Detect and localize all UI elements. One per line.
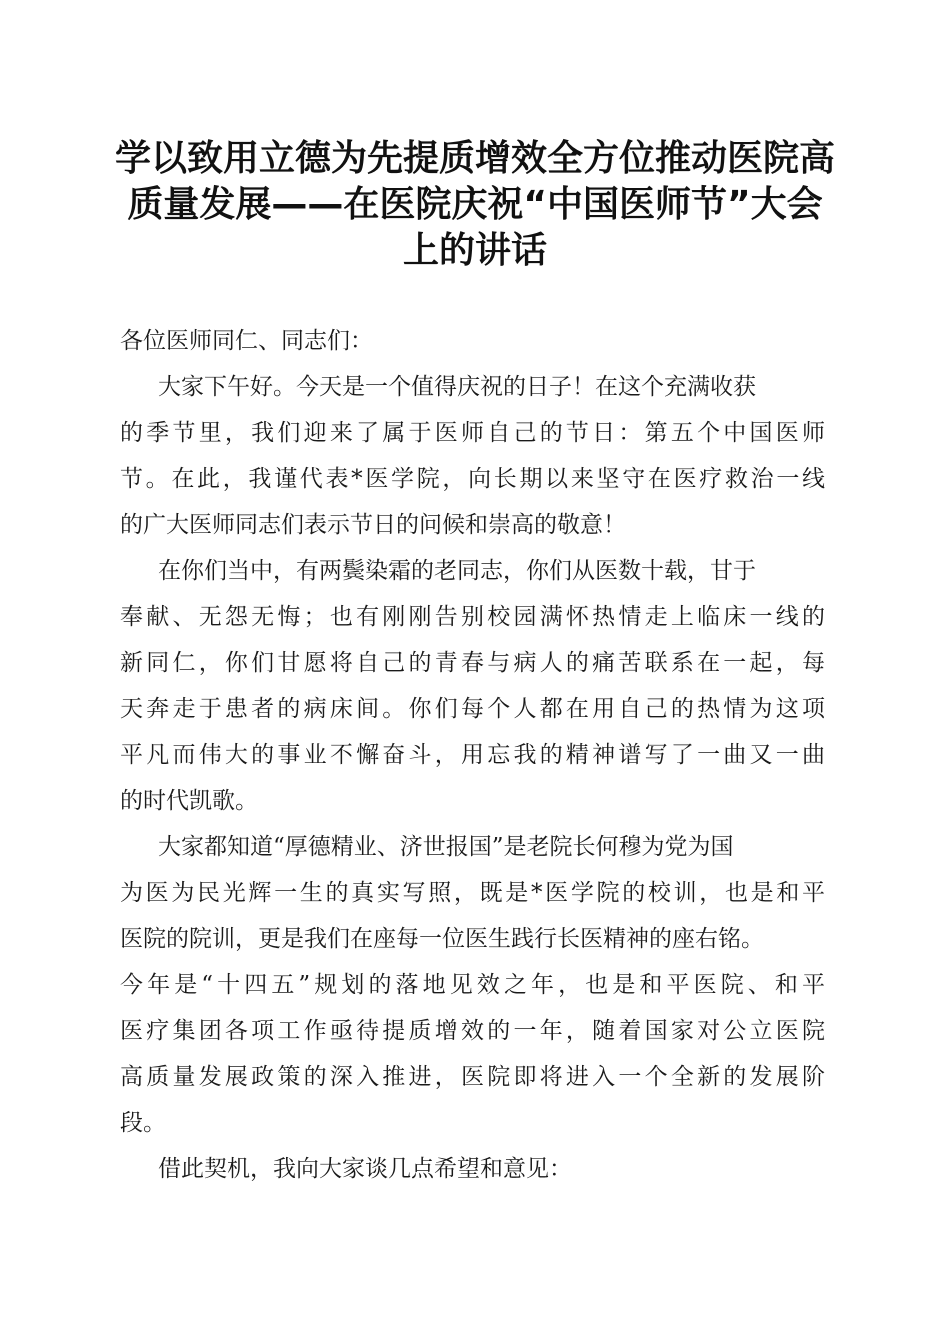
text-line: 医院的院训，更是我们在座每一位医生践行长医精神的座右铭。 <box>120 926 764 952</box>
text-line: 今年是“十四五”规划的落地见效之年，也是和平医院、和平 <box>120 972 825 998</box>
text-line: 借此契机，我向大家谈几点希望和意见： <box>158 1156 572 1182</box>
paragraph-colleagues <box>120 548 825 824</box>
text-line: 新同仁，你们甘愿将自己的青春与病人的痛苦联系在一起，每 <box>120 650 825 676</box>
text-line: 高质量发展政策的深入推进，医院即将进入一个全新的发展阶 <box>120 1064 825 1090</box>
text-line: 奉献、无怨无悔；也有刚刚告别校园满怀热情走上临床一线的 <box>120 604 825 630</box>
text-line: 节。在此，我谨代表*医学院，向长期以来坚守在医疗救治一线 <box>120 466 825 492</box>
document-body <box>120 318 825 1192</box>
title-line: 质量发展——在医院庆祝“中国医师节”大会 <box>127 184 823 225</box>
text-line: 大家下午好。今天是一个值得庆祝的日子！在这个充满收获 <box>158 374 756 400</box>
paragraph-greeting <box>120 364 825 548</box>
text-line: 大家都知道“厚德精业、济世报国”是老院长何穆为党为国 <box>158 834 734 860</box>
text-line: 段。 <box>120 1110 166 1136</box>
text-line: 的季节里，我们迎来了属于医师自己的节日：第五个中国医师 <box>120 420 825 446</box>
paragraph-motto <box>120 824 825 1146</box>
title-line: 学以致用立德为先提质增效全方位推动医院高 <box>114 138 835 179</box>
text-line: 在你们当中，有两鬓染霜的老同志，你们从医数十载，甘于 <box>158 558 756 584</box>
text-line: 的广大医师同志们表示节日的问候和崇高的敬意！ <box>120 512 626 538</box>
text-line: 平凡而伟大的事业不懈奋斗，用忘我的精神谱写了一曲又一曲 <box>120 742 825 768</box>
paragraph-opinions <box>120 1146 825 1192</box>
salutation: 各位医师同仁、同志们： <box>120 328 373 354</box>
document-title <box>110 136 840 274</box>
title-line: 上的讲话 <box>402 230 547 271</box>
text-line: 医疗集团各项工作亟待提质增效的一年，随着国家对公立医院 <box>120 1018 825 1044</box>
text-line: 的时代凯歌。 <box>120 788 258 814</box>
text-line: 天奔走于患者的病床间。你们每个人都在用自己的热情为这项 <box>120 696 825 722</box>
text-line: 为医为民光辉一生的真实写照，既是*医学院的校训，也是和平 <box>120 880 825 906</box>
